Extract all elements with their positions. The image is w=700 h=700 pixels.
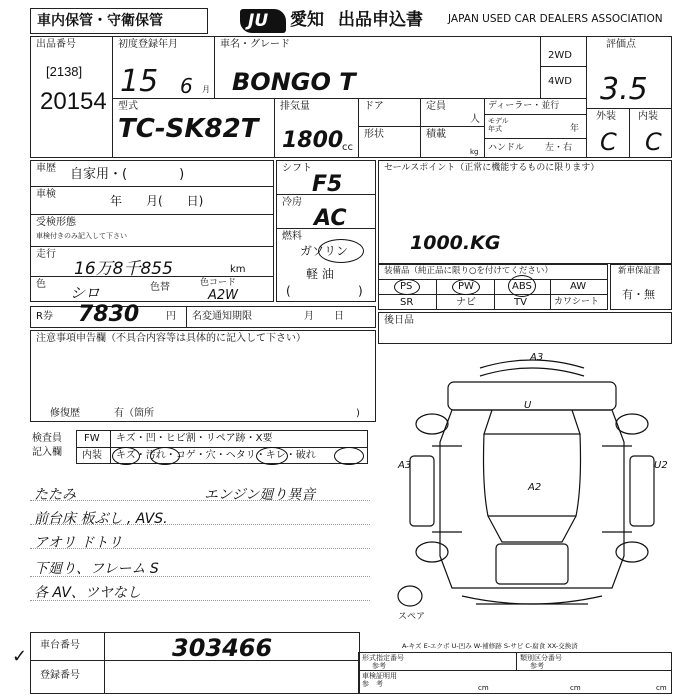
- plate-label: 登録番号: [40, 670, 80, 681]
- interior-circle-2: [150, 447, 180, 465]
- inspection-label: 車検: [36, 189, 56, 200]
- fuel-label: 燃料: [282, 231, 302, 242]
- mileage-label: 走行: [36, 249, 56, 260]
- receive-note: 車検付きのみ記入して下さい: [36, 232, 127, 240]
- aircon-label: 冷房: [282, 197, 302, 208]
- form-designation-ref: 参考: [372, 662, 386, 670]
- sales-point-label: セールスポイント（正常に機能するものに限ります）: [384, 163, 600, 173]
- engine-label: 排気量: [280, 101, 310, 112]
- note-line-5: 各 AV、ツヤなし: [34, 585, 141, 601]
- damage-legend: A-キズ E-エクボ U-凹み W-補修跡 S-サビ C-腐食 XX-交換済: [402, 642, 578, 650]
- fw-label: FW: [84, 433, 100, 444]
- damage-mark-roof: A2: [528, 482, 542, 493]
- storage-type: 車内保管・守衛保管: [37, 13, 163, 29]
- engine-unit: cc: [342, 142, 353, 153]
- fuel-right-paren: ): [358, 284, 363, 298]
- history-value: 自家用・( ): [70, 167, 185, 182]
- engine-displacement: 1800: [282, 128, 344, 153]
- association-name: JAPAN USED CAR DEALERS ASSOCIATION: [448, 13, 663, 25]
- handle-label: ハンドル: [488, 143, 525, 153]
- interior-items: キズ・汚れ・コゲ・穴・ヘタリ・キレ・破れ: [116, 450, 316, 461]
- equipment-abs: ABS: [512, 281, 532, 292]
- equipment-pw-circle: [452, 279, 480, 295]
- equipment-ps: PS: [400, 281, 413, 292]
- warranty-label: 新車保証書: [618, 266, 661, 276]
- damage-mark-windshield: U: [524, 400, 532, 411]
- evaluation-label: 評価点: [606, 39, 636, 50]
- interior-circle-1: [112, 447, 140, 465]
- remarks-label: 注意事項申告欄（不具合内容等は具体的に記入して下さい）: [36, 333, 306, 344]
- fuel-diesel: 軽 油: [306, 267, 334, 281]
- storage-type-box: [30, 8, 208, 34]
- equipment-pw: PW: [458, 281, 474, 292]
- sales-point-value: 1000.KG: [410, 232, 501, 254]
- length-unit-1: cm: [478, 684, 489, 692]
- equipment-aw: AW: [570, 281, 587, 292]
- dealer-label: ディーラー・並行: [488, 101, 560, 111]
- equipment-tv: TV: [514, 297, 527, 308]
- equipment-sr: SR: [400, 297, 414, 308]
- interior-circle-3: [256, 447, 288, 465]
- inspection-area-label: 検査員 記入欄: [32, 433, 62, 458]
- damage-mark-left: A3: [398, 460, 412, 471]
- registration-label: 初度登録年月: [118, 39, 178, 50]
- spare-label: スペア: [398, 612, 426, 622]
- inspection-value: 年 月( 日): [110, 194, 204, 208]
- after-date-box: [378, 312, 672, 344]
- ju-logo-text: JU: [248, 11, 269, 31]
- exterior-grade: C: [600, 128, 617, 156]
- org-name: 愛知: [290, 10, 324, 30]
- receive-label: 受検形態: [36, 217, 76, 228]
- aircon-value: AC: [314, 206, 347, 231]
- engine-note: エンジン廻り異音: [204, 487, 316, 503]
- note-line-4: 下廻り、フレーム S: [34, 561, 159, 577]
- model-year-unit: 年: [570, 124, 580, 134]
- drive-2wd: 2WD: [548, 50, 572, 61]
- notice-label: 名変通知期限: [192, 311, 252, 322]
- lot-sub-number: [2138]: [46, 64, 83, 79]
- chassis-ref-box: [358, 652, 672, 694]
- notice-value: 月 日: [304, 311, 344, 322]
- damage-mark-right: U2: [654, 460, 668, 471]
- chassis-number: 303466: [172, 634, 273, 662]
- repair-value: 有（箇所: [114, 408, 154, 419]
- equipment-leather-seat: カワシート: [554, 297, 600, 307]
- repair-label: 修復歴: [50, 408, 80, 419]
- registration-month-unit: 月: [202, 85, 210, 94]
- load-label: 積載: [426, 129, 446, 140]
- equipment-label: 装備品（純正品に限り○を付けてください）: [384, 266, 553, 276]
- fuel-diesel-circle: [318, 239, 364, 263]
- registration-year: 15: [120, 64, 159, 99]
- evaluation-score: 3.5: [600, 72, 648, 107]
- model-name: BONGO T: [232, 68, 356, 96]
- fuel-left-paren: (: [286, 284, 291, 298]
- length-unit-3: cm: [656, 684, 667, 692]
- equipment-navi: ナビ: [456, 297, 476, 308]
- after-date-label: 後日品: [384, 315, 414, 326]
- class-label: 類別区分番号: [520, 654, 562, 662]
- damage-mark-top: A3: [530, 352, 544, 363]
- color-label: 色: [36, 279, 46, 290]
- model-name-label: 車名・グレード: [220, 39, 290, 50]
- lot-number: 20154: [40, 88, 107, 115]
- check-mark: ✓: [12, 646, 28, 667]
- capacity-unit: 人: [470, 114, 480, 125]
- registration-month: 6: [180, 74, 193, 98]
- note-line-1: たたみ: [34, 487, 76, 503]
- model-type: TC-SK82T: [118, 114, 259, 144]
- fuel-gasoline: ガソリン: [300, 244, 349, 258]
- length-unit-2: cm: [570, 684, 581, 692]
- exterior-label: 外装: [596, 111, 616, 122]
- recycle-value: 7830: [78, 302, 140, 327]
- note-line-3: アオリ ドトリ: [34, 535, 123, 551]
- mileage-unit: km: [230, 264, 246, 275]
- equipment-ps-circle: [394, 279, 420, 295]
- chassis-label: 車台番号: [40, 640, 80, 651]
- recycle-unit: 円: [166, 311, 176, 322]
- note-line-2: 前台床 板ぶし , AVS.: [34, 511, 168, 527]
- form-title: 出品申込書: [338, 10, 423, 30]
- color-code-label: 色コード: [200, 278, 237, 288]
- shift-value: F5: [312, 172, 343, 197]
- form-designation-label: 形式指定番号: [362, 654, 404, 662]
- shift-label: シフト: [282, 163, 312, 174]
- color-code-value: A2W: [208, 288, 239, 303]
- model-year-label: モデル 年式: [488, 117, 509, 133]
- history-label: 車歴: [36, 163, 56, 174]
- mileage-value: 16万8千855: [74, 259, 173, 279]
- fw-items: キズ・凹・ヒビ割・リペア跡・X要: [116, 433, 273, 444]
- interior-circle-4: [334, 447, 364, 465]
- shape-label: 形状: [364, 129, 384, 140]
- interior-label: 内装: [638, 111, 658, 122]
- drive-4wd: 4WD: [548, 76, 572, 87]
- equipment-abs-circle: [508, 275, 536, 297]
- interior-grade: C: [645, 128, 662, 156]
- warranty-value: 有・無: [622, 288, 655, 301]
- interior-inspect-label: 内装: [82, 450, 102, 461]
- lot-label: 出品番号: [36, 39, 76, 50]
- color-change-label: 色替: [150, 282, 170, 293]
- handle-value: 左・右: [545, 143, 573, 153]
- doors-label: ドア: [364, 101, 384, 112]
- class-ref: 参考: [530, 662, 544, 670]
- load-unit: kg: [470, 148, 479, 156]
- ju-logo: [240, 9, 286, 33]
- capacity-label: 定員: [426, 101, 446, 112]
- model-type-label: 型式: [118, 101, 138, 112]
- repair-close-paren: ): [356, 408, 360, 419]
- color-value: シロ: [70, 284, 101, 302]
- recycle-label: R券: [36, 311, 53, 322]
- cert-label: 車検証明用 参 考: [362, 672, 397, 688]
